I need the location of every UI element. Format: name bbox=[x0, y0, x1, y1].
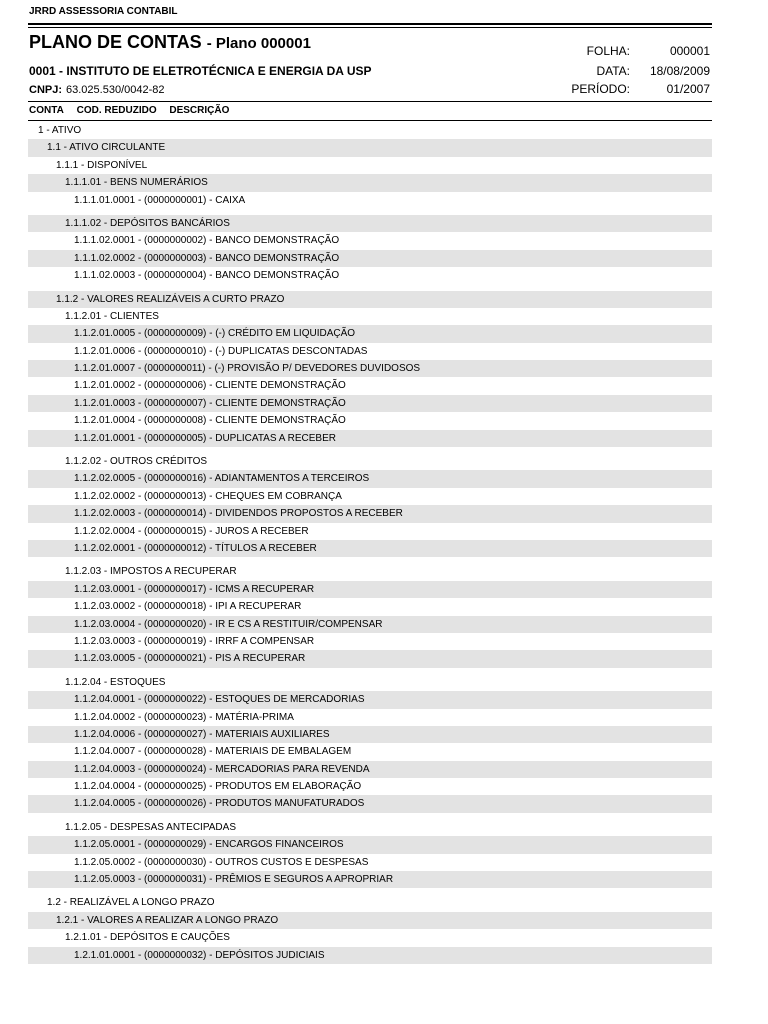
account-row: 1.1.2.04.0007 - (0000000028) - MATERIAIS DE EMBALAGEM bbox=[74, 746, 352, 758]
account-row: 1.1.2.01 - CLIENTES bbox=[65, 310, 159, 322]
account-row: 1.1.2.02.0003 - (0000000014) - DIVIDENDOS PROPOSTOS A RECEBER bbox=[28, 505, 712, 522]
column-header-conta: CONTA bbox=[29, 105, 64, 116]
account-row: 1.1.1 - DISPONÍVEL bbox=[56, 159, 148, 171]
column-header-rule-bottom bbox=[28, 120, 712, 121]
column-header-descricao: DESCRIÇÃO bbox=[169, 105, 230, 116]
column-header-cod-reduzido: COD. REDUZIDO bbox=[76, 105, 157, 116]
account-row: 1.1.2.04.0002 - (0000000023) - MATÉRIA-PRIMA bbox=[74, 711, 294, 723]
data-value: 18/08/2009 bbox=[649, 64, 710, 78]
plano-label: - Plano 000001 bbox=[206, 35, 311, 52]
account-row: 1.1.2.01.0005 - (0000000009) - (-) CRÉDITO EM LIQUIDAÇÃO bbox=[28, 325, 712, 342]
account-row: 1.1.2 - VALORES REALIZÁVEIS A CURTO PRAZO bbox=[28, 291, 712, 308]
cnpj-label: CNPJ: bbox=[29, 84, 63, 96]
account-row: 1.1.2.02.0002 - (0000000013) - CHEQUES EM COBRANÇA bbox=[74, 490, 342, 502]
folha-value: 000001 bbox=[669, 44, 710, 58]
account-row: 1.1.1.02.0003 - (0000000004) - BANCO DEMONSTRAÇÃO bbox=[74, 270, 340, 282]
account-row: 1.1.2.02.0005 - (0000000016) - ADIANTAMENTOS A TERCEIROS bbox=[28, 470, 712, 487]
column-headers bbox=[29, 105, 239, 116]
header-rule-top bbox=[28, 23, 712, 25]
account-row: 1 - ATIVO bbox=[38, 125, 82, 136]
account-list bbox=[28, 122, 712, 964]
company-name: JRRD ASSESSORIA CONTABIL bbox=[29, 6, 178, 17]
account-row: 1.1.2.03.0004 - (0000000020) - IR E CS A RESTITUIR/COMPENSAR bbox=[28, 616, 712, 633]
account-row: 1.2.1.01.0001 - (0000000032) - DEPÓSITOS JUDICIAIS bbox=[28, 947, 712, 964]
account-row: 1.1.2.02.0001 - (0000000012) - TÍTULOS A RECEBER bbox=[28, 540, 712, 557]
account-row: 1.1.2.02.0004 - (0000000015) - JUROS A RECEBER bbox=[74, 525, 309, 537]
periodo-value: 01/2007 bbox=[666, 82, 710, 96]
account-row: 1.1.2.05.0002 - (0000000030) - OUTROS CUSTOS E DESPESAS bbox=[74, 856, 369, 868]
cnpj-line bbox=[29, 84, 165, 96]
account-row: 1.1.2.04.0006 - (0000000027) - MATERIAIS AUXILIARES bbox=[28, 726, 712, 743]
folha-label: FOLHA: bbox=[586, 44, 630, 58]
report-title-text: PLANO DE CONTAS bbox=[29, 32, 202, 52]
account-row: 1.1.2.03.0001 - (0000000017) - ICMS A RECUPERAR bbox=[28, 581, 712, 598]
account-row: 1.1.2.03 - IMPOSTOS A RECUPERAR bbox=[65, 566, 237, 578]
account-row: 1.1.2.05.0003 - (0000000031) - PRÊMIOS E SEGUROS A APROPRIAR bbox=[28, 871, 712, 888]
account-row: 1.1.2.01.0006 - (0000000010) - (-) DUPLICATAS DESCONTADAS bbox=[74, 345, 368, 357]
account-row: 1.1.2.04.0001 - (0000000022) - ESTOQUES DE MERCADORIAS bbox=[28, 691, 712, 708]
account-row: 1.2 - REALIZÁVEL A LONGO PRAZO bbox=[47, 897, 215, 909]
account-row: 1.1.1.01 - BENS NUMERÁRIOS bbox=[28, 174, 712, 191]
account-row: 1.1.2.01.0004 - (0000000008) - CLIENTE DEMONSTRAÇÃO bbox=[74, 415, 346, 427]
account-row: 1.1.2.01.0007 - (0000000011) - (-) PROVISÃO P/ DEVEDORES DUVIDOSOS bbox=[28, 360, 712, 377]
account-row: 1.1.1.02 - DEPÓSITOS BANCÁRIOS bbox=[28, 215, 712, 232]
account-row: 1.1.2.05.0001 - (0000000029) - ENCARGOS FINANCEIROS bbox=[28, 836, 712, 853]
report-title bbox=[29, 32, 311, 53]
account-row: 1.2.1 - VALORES A REALIZAR A LONGO PRAZO bbox=[28, 912, 712, 929]
account-row: 1.1.2.03.0003 - (0000000019) - IRRF A COMPENSAR bbox=[74, 635, 315, 647]
cnpj-value: 63.025.530/0042-82 bbox=[66, 84, 165, 96]
data-label: DATA: bbox=[596, 64, 630, 78]
account-row: 1.1.1.02.0001 - (0000000002) - BANCO DEMONSTRAÇÃO bbox=[74, 235, 340, 247]
account-row: 1.1.2.04.0004 - (0000000025) - PRODUTOS EM ELABORAÇÃO bbox=[74, 781, 362, 793]
entity-name: 0001 - INSTITUTO DE ELETROTÉCNICA E ENERGIA DA USP bbox=[29, 64, 372, 78]
account-row: 1.1.2.01.0003 - (0000000007) - CLIENTE DEMONSTRAÇÃO bbox=[28, 395, 712, 412]
account-row: 1.1 - ATIVO CIRCULANTE bbox=[28, 139, 712, 156]
account-row: 1.1.2.05 - DESPESAS ANTECIPADAS bbox=[65, 821, 236, 833]
account-row: 1.1.2.04.0003 - (0000000024) - MERCADORIAS PARA REVENDA bbox=[28, 761, 712, 778]
account-row: 1.1.2.04.0005 - (0000000026) - PRODUTOS MANUFATURADOS bbox=[28, 795, 712, 812]
header-rule-bottom bbox=[28, 27, 712, 28]
account-row: 1.2.1.01 - DEPÓSITOS E CAUÇÕES bbox=[65, 932, 230, 944]
account-row: 1.1.2.01.0002 - (0000000006) - CLIENTE DEMONSTRAÇÃO bbox=[74, 380, 346, 392]
periodo-label: PERÍODO: bbox=[571, 82, 630, 96]
column-header-rule-top bbox=[28, 101, 712, 102]
account-row: 1.1.2.01.0001 - (0000000005) - DUPLICATAS A RECEBER bbox=[28, 430, 712, 447]
account-row: 1.1.2.03.0002 - (0000000018) - IPI A RECUPERAR bbox=[74, 601, 302, 613]
account-row: 1.1.2.04 - ESTOQUES bbox=[65, 676, 166, 688]
account-row: 1.1.2.02 - OUTROS CRÉDITOS bbox=[65, 456, 208, 468]
account-row: 1.1.1.01.0001 - (0000000001) - CAIXA bbox=[74, 194, 246, 206]
account-row: 1.1.2.03.0005 - (0000000021) - PIS A RECUPERAR bbox=[28, 650, 712, 667]
account-row: 1.1.1.02.0002 - (0000000003) - BANCO DEMONSTRAÇÃO bbox=[28, 250, 712, 267]
